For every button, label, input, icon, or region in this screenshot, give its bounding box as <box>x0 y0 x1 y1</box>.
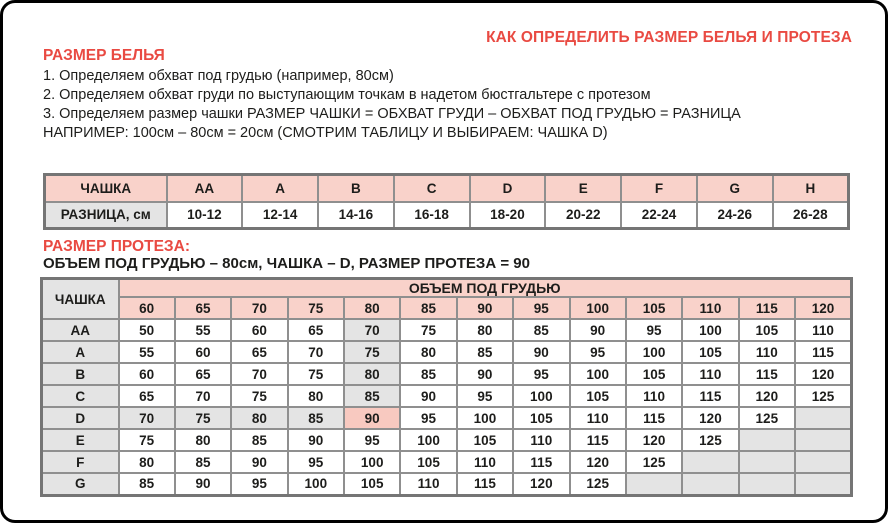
size-value-cell: 100 <box>344 451 400 473</box>
underbust-value-cell: 105 <box>626 297 682 319</box>
size-value-cell: 100 <box>513 385 569 407</box>
size-value-cell: 115 <box>795 341 852 363</box>
size-value-cell: 50 <box>119 319 175 341</box>
size-value-cell: 85 <box>344 385 400 407</box>
size-value-cell: 90 <box>400 385 456 407</box>
doc-title: КАК ОПРЕДЕЛИТЬ РАЗМЕР БЕЛЬЯ И ПРОТЕЗА <box>486 29 852 46</box>
size-table-row <box>42 451 852 473</box>
size-value-cell: 100 <box>288 473 344 495</box>
cup-letter-cell: B <box>318 175 394 202</box>
size-value-cell: 110 <box>795 319 852 341</box>
cup-row-header: A <box>42 341 119 363</box>
underbust-value-cell: 95 <box>513 297 569 319</box>
size-value-cell <box>795 473 852 495</box>
difference-value-cell: 24-26 <box>697 202 773 229</box>
underbust-value-cell: 80 <box>344 297 400 319</box>
underbust-value-cell: 70 <box>231 297 287 319</box>
prosthesis-size-table <box>40 277 853 497</box>
size-value-cell: 75 <box>231 385 287 407</box>
size-value-cell: 95 <box>570 341 626 363</box>
size-value-cell: 90 <box>288 429 344 451</box>
size-value-cell: 110 <box>513 429 569 451</box>
cup-row-header: D <box>42 407 119 429</box>
size-value-cell: 75 <box>288 363 344 385</box>
difference-value-cell: 14-16 <box>318 202 394 229</box>
size-value-cell: 85 <box>400 363 456 385</box>
cup-difference-table <box>43 173 850 230</box>
size-value-cell: 120 <box>682 407 738 429</box>
size-value-cell: 85 <box>175 451 231 473</box>
underbust-value-cell: 75 <box>288 297 344 319</box>
difference-value-cell: 10-12 <box>167 202 243 229</box>
size-value-cell: 105 <box>739 319 795 341</box>
size-value-cell: 115 <box>513 451 569 473</box>
difference-value-cell: 22-24 <box>621 202 697 229</box>
prosthesis-size-table-body <box>42 279 852 496</box>
size-value-cell: 65 <box>288 319 344 341</box>
underbust-value-cell: 120 <box>795 297 852 319</box>
size-value-cell: 75 <box>119 429 175 451</box>
lingerie-section-heading: РАЗМЕР БЕЛЬЯ <box>43 47 165 64</box>
size-value-cell: 90 <box>344 407 400 429</box>
size-value-cell: 70 <box>344 319 400 341</box>
size-value-cell: 115 <box>739 363 795 385</box>
size-value-cell: 100 <box>457 407 513 429</box>
size-value-cell: 55 <box>119 341 175 363</box>
cup-row-header: B <box>42 363 119 385</box>
size-value-cell: 125 <box>626 451 682 473</box>
example-line: НАПРИМЕР: 100см – 80см = 20см (СМОТРИМ ТАБЛИЦУ И ВЫБИРАЕМ: ЧАШКА D) <box>43 125 608 141</box>
size-value-cell: 70 <box>119 407 175 429</box>
size-value-cell: 90 <box>231 451 287 473</box>
underbust-value-cell: 100 <box>570 297 626 319</box>
size-value-cell: 65 <box>175 363 231 385</box>
size-value-cell: 75 <box>175 407 231 429</box>
size-value-cell <box>626 473 682 495</box>
size-value-cell: 95 <box>344 429 400 451</box>
size-value-cell: 90 <box>175 473 231 495</box>
size-value-cell: 65 <box>119 385 175 407</box>
underbust-value-cell: 115 <box>739 297 795 319</box>
difference-row-label: РАЗНИЦА, см <box>45 202 167 229</box>
cup-letter-cell: C <box>394 175 470 202</box>
size-value-cell: 95 <box>513 363 569 385</box>
size-value-cell: 80 <box>288 385 344 407</box>
size-value-cell <box>795 429 852 451</box>
size-value-cell: 125 <box>570 473 626 495</box>
size-table-row <box>42 385 852 407</box>
underbust-value-cell: 65 <box>175 297 231 319</box>
size-value-cell: 125 <box>795 385 852 407</box>
underbust-value-cell: 85 <box>400 297 456 319</box>
size-value-cell: 80 <box>231 407 287 429</box>
cup-row-header: F <box>42 451 119 473</box>
size-value-cell: 75 <box>344 341 400 363</box>
size-value-cell: 70 <box>231 363 287 385</box>
size-value-cell: 105 <box>344 473 400 495</box>
size-value-cell: 85 <box>119 473 175 495</box>
size-value-cell: 65 <box>231 341 287 363</box>
size-value-cell: 110 <box>626 385 682 407</box>
size-value-cell: 95 <box>626 319 682 341</box>
size-value-cell: 80 <box>119 451 175 473</box>
lingerie-instructions <box>43 67 741 143</box>
step-3: 3. Определяем размер чашки РАЗМЕР ЧАШКИ = ОБХВАТ ГРУДИ – ОБХВАТ ПОД ГРУДЬЮ = РАЗНИЦА <box>43 106 741 122</box>
underbust-value-cell: 60 <box>119 297 175 319</box>
cup-row-header: E <box>42 429 119 451</box>
size-value-cell: 105 <box>570 385 626 407</box>
size-value-cell: 100 <box>626 341 682 363</box>
size-value-cell: 85 <box>513 319 569 341</box>
size-value-cell: 120 <box>795 363 852 385</box>
size-value-cell: 90 <box>570 319 626 341</box>
size-value-cell: 95 <box>231 473 287 495</box>
size-value-cell: 85 <box>288 407 344 429</box>
size-value-cell: 95 <box>400 407 456 429</box>
size-value-cell: 125 <box>682 429 738 451</box>
size-value-cell: 115 <box>682 385 738 407</box>
size-value-cell: 120 <box>570 451 626 473</box>
size-value-cell <box>795 407 852 429</box>
difference-value-cell: 20-22 <box>545 202 621 229</box>
cup-row-header: G <box>42 473 119 495</box>
size-value-cell <box>682 451 738 473</box>
size-value-cell: 105 <box>626 363 682 385</box>
prosthesis-formula: ОБЪЕМ ПОД ГРУДЬЮ – 80см, ЧАШКА – D, РАЗМЕР ПРОТЕЗА = 90 <box>43 255 530 272</box>
underbust-band-header: ОБЪЕМ ПОД ГРУДЬЮ <box>119 279 852 298</box>
size-value-cell: 105 <box>513 407 569 429</box>
size-table-row <box>42 407 852 429</box>
size-value-cell <box>795 451 852 473</box>
difference-value-cell: 12-14 <box>242 202 318 229</box>
size-value-cell: 90 <box>457 363 513 385</box>
step-1: 1. Определяем обхват под грудью (например, 80см) <box>43 68 394 84</box>
cup-letter-cell: AA <box>167 175 243 202</box>
cup-row <box>45 175 849 202</box>
size-value-cell: 95 <box>288 451 344 473</box>
size-value-cell: 60 <box>119 363 175 385</box>
size-value-cell: 75 <box>400 319 456 341</box>
cup-row-label: ЧАШКА <box>45 175 167 202</box>
cup-row-header: AA <box>42 319 119 341</box>
size-value-cell: 60 <box>231 319 287 341</box>
size-value-cell: 110 <box>682 363 738 385</box>
prosthesis-section-heading: РАЗМЕР ПРОТЕЗА: <box>43 238 190 255</box>
underbust-value-cell: 90 <box>457 297 513 319</box>
size-value-cell: 100 <box>570 363 626 385</box>
cup-row-header: C <box>42 385 119 407</box>
size-value-cell: 70 <box>288 341 344 363</box>
size-value-cell: 115 <box>570 429 626 451</box>
size-value-cell: 85 <box>457 341 513 363</box>
size-value-cell: 70 <box>175 385 231 407</box>
size-table-row <box>42 363 852 385</box>
size-value-cell: 80 <box>344 363 400 385</box>
cup-letter-cell: E <box>545 175 621 202</box>
size-value-cell: 115 <box>457 473 513 495</box>
cup-letter-cell: A <box>242 175 318 202</box>
size-table-row <box>42 429 852 451</box>
difference-row <box>45 202 849 229</box>
size-value-cell: 100 <box>682 319 738 341</box>
size-value-cell: 55 <box>175 319 231 341</box>
underbust-value-cell: 110 <box>682 297 738 319</box>
size-table-header-row-2 <box>42 297 852 319</box>
cup-letter-cell: D <box>470 175 546 202</box>
size-value-cell: 120 <box>626 429 682 451</box>
size-value-cell: 60 <box>175 341 231 363</box>
size-value-cell: 80 <box>400 341 456 363</box>
step-2: 2. Определяем обхват груди по выступающим точкам в надетом бюстгальтере с протезом <box>43 87 651 103</box>
cup-letter-cell: G <box>697 175 773 202</box>
size-value-cell: 90 <box>513 341 569 363</box>
size-value-cell <box>739 473 795 495</box>
size-value-cell: 85 <box>231 429 287 451</box>
size-value-cell: 110 <box>739 341 795 363</box>
size-table-row <box>42 341 852 363</box>
size-table-row <box>42 319 852 341</box>
cup-letter-cell: H <box>773 175 849 202</box>
size-table-header-row-1 <box>42 279 852 298</box>
difference-value-cell: 18-20 <box>470 202 546 229</box>
difference-value-cell: 16-18 <box>394 202 470 229</box>
size-value-cell: 110 <box>400 473 456 495</box>
size-value-cell: 100 <box>400 429 456 451</box>
cup-letter-cell: F <box>621 175 697 202</box>
size-value-cell <box>682 473 738 495</box>
size-value-cell: 105 <box>457 429 513 451</box>
cup-difference-table-body <box>45 175 849 229</box>
size-value-cell: 120 <box>513 473 569 495</box>
size-value-cell: 80 <box>175 429 231 451</box>
size-value-cell: 80 <box>457 319 513 341</box>
size-value-cell <box>739 451 795 473</box>
size-value-cell: 115 <box>626 407 682 429</box>
size-table-row <box>42 473 852 495</box>
size-value-cell: 95 <box>457 385 513 407</box>
difference-value-cell: 26-28 <box>773 202 849 229</box>
size-value-cell: 105 <box>682 341 738 363</box>
size-value-cell: 105 <box>400 451 456 473</box>
size-value-cell: 125 <box>739 407 795 429</box>
size-value-cell: 110 <box>457 451 513 473</box>
size-table-corner-label: ЧАШКА <box>42 279 119 320</box>
size-value-cell <box>739 429 795 451</box>
size-value-cell: 110 <box>570 407 626 429</box>
size-value-cell: 120 <box>739 385 795 407</box>
